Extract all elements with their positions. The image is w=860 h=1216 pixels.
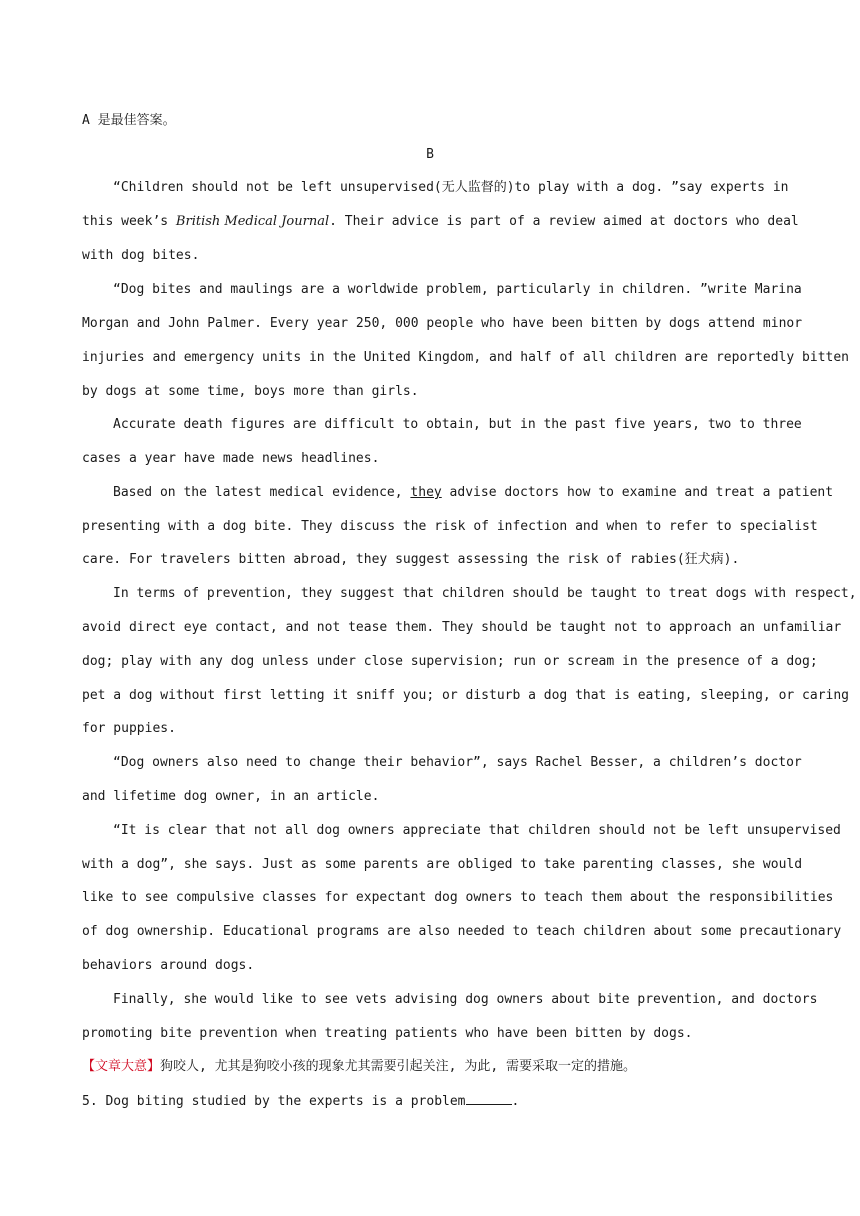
underlined-word: they <box>410 485 442 500</box>
journal-title: British Medical Journal <box>175 214 330 229</box>
para2-line1: “Dog bites and maulings are a worldwide problem, particularly in children. ”write Marina <box>113 282 802 297</box>
para1-line2 <box>82 213 799 231</box>
para1-text: . Their advice is part of a review aimed at doctors who deal <box>329 214 799 229</box>
para2-line3: injuries and emergency units in the United Kingdom, and half of all children are reportedly bitten <box>82 350 850 365</box>
question-text: 5. Dog biting studied by the experts is a problem <box>82 1094 466 1109</box>
question-end: . <box>511 1094 520 1109</box>
para2-line4: by dogs at some time, boys more than girls. <box>82 384 419 399</box>
para6-line1: “Dog owners also need to change their behavior”, says Rachel Besser, a children’s doctor <box>113 755 802 770</box>
answer-note: A 是最佳答案。 <box>82 113 176 128</box>
para5-line4: pet a dog without first letting it sniff you; or disturb a dog that is eating, sleeping, or caring <box>82 688 850 703</box>
para1-line3: with dog bites. <box>82 248 200 263</box>
para4-line3: care. For travelers bitten abroad, they suggest assessing the risk of rabies(狂犬病). <box>82 552 740 567</box>
para5-line1: In terms of prevention, they suggest that children should be taught to treat dogs with respect, <box>113 586 857 601</box>
answer-blank[interactable] <box>466 1092 512 1105</box>
para4-line1 <box>113 484 834 502</box>
article-summary <box>82 1058 779 1076</box>
para1-line1: “Children should not be left unsupervised(无人监督的)to play with a dog. ”say experts in <box>113 180 789 195</box>
para7-line3: like to see compulsive classes for expectant dog owners to teach them about the responsibilities <box>82 890 834 905</box>
para7-line4: of dog ownership. Educational programs are also needed to teach children about some precautionary <box>82 924 842 939</box>
summary-text: 狗咬人, 尤其是狗咬小孩的现象尤其需要引起关注, 为此, 需要采取一定的措施。 <box>160 1059 636 1074</box>
para4-line2: presenting with a dog bite. They discuss the risk of infection and when to refer to specialist <box>82 519 818 534</box>
summary-tag: 【文章大意】 <box>82 1059 161 1074</box>
para5-line2: avoid direct eye contact, and not tease them. They should be taught not to approach an unfamiliar <box>82 620 842 635</box>
para7-line5: behaviors around dogs. <box>82 958 255 973</box>
para3-line1: Accurate death figures are difficult to obtain, but in the past five years, two to three <box>113 417 802 432</box>
para4-text: advise doctors how to examine and treat a patient <box>441 485 834 500</box>
para2-line2: Morgan and John Palmer. Every year 250, 000 people who have been bitten by dogs attend minor <box>82 316 803 331</box>
para3-line2: cases a year have made news headlines. <box>82 451 380 466</box>
para1-text: this week’s <box>82 214 176 229</box>
question-5 <box>82 1092 779 1111</box>
para7-line1: “It is clear that not all dog owners appreciate that children should not be left unsupervised <box>113 823 841 838</box>
para5-line3: dog; play with any dog unless under close supervision; run or scream in the presence of a dog; <box>82 654 818 669</box>
para8-line2: promoting bite prevention when treating patients who have been bitten by dogs. <box>82 1026 693 1041</box>
section-label: B <box>426 147 434 162</box>
para5-line5: for puppies. <box>82 721 176 736</box>
para7-line2: with a dog”, she says. Just as some parents are obliged to take parenting classes, she would <box>82 857 803 872</box>
para8-line1: Finally, she would like to see vets advising dog owners about bite prevention, and doctors <box>113 992 818 1007</box>
para4-text: Based on the latest medical evidence, <box>113 485 411 500</box>
para6-line2: and lifetime dog owner, in an article. <box>82 789 380 804</box>
